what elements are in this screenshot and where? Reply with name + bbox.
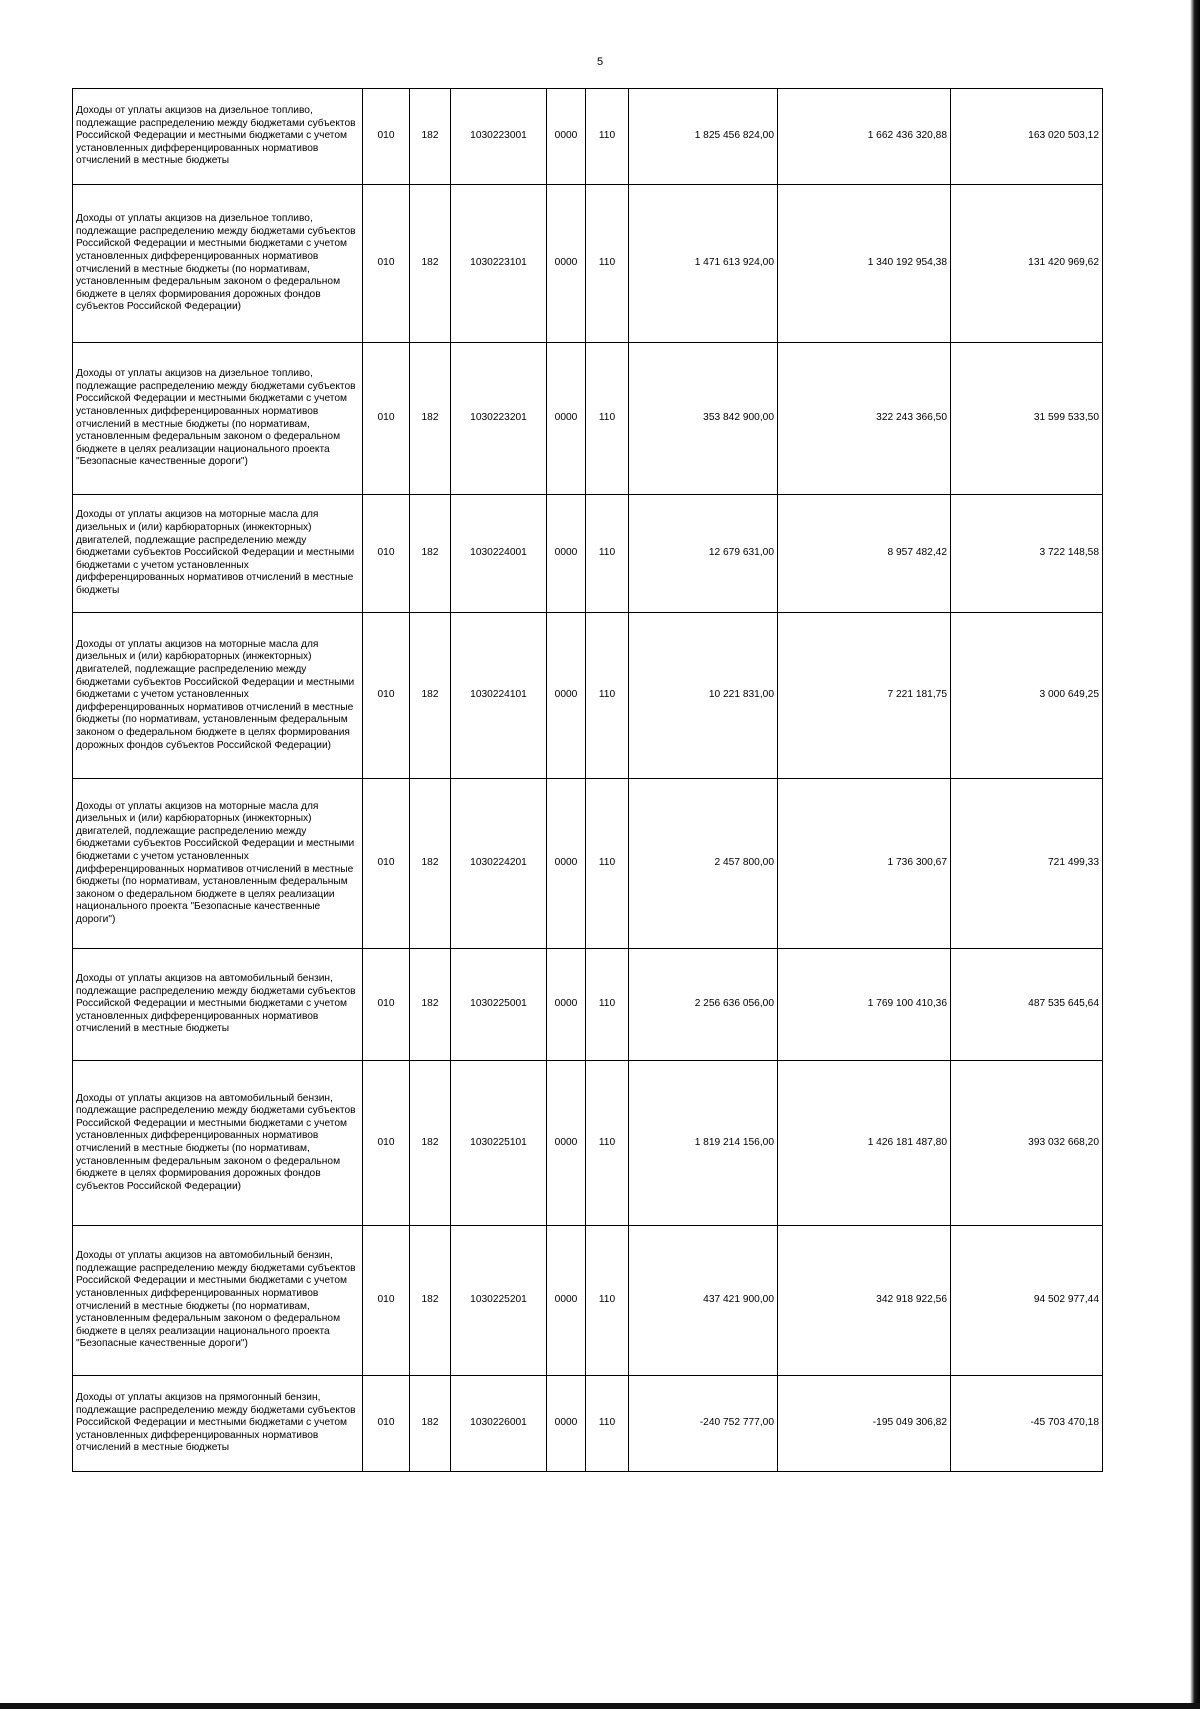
code-revenue: 1030226001	[451, 1376, 547, 1472]
code-chapter: 010	[363, 343, 410, 495]
amount-remainder: 721 499,33	[951, 779, 1103, 949]
amount-remainder: 163 020 503,12	[951, 89, 1103, 185]
code-program: 0000	[547, 779, 586, 949]
amount-planned: 10 221 831,00	[629, 613, 778, 779]
code-revenue: 1030223101	[451, 185, 547, 343]
row-description: Доходы от уплаты акцизов на моторные масла для дизельных и (или) карбюраторных (инжекторных) двигателей, подлежащие распределению между бюджетами субъектов Российской Федерации и местными бюджетами с учетом установленных дифференцированных нормативов отчислений в местные бюджеты (по нормативам, установленным федеральным законом о федеральном бюджете в целях реализации национального проекта "Безопасные качественные дороги")	[73, 779, 363, 949]
amount-executed: 1 426 181 487,80	[778, 1061, 951, 1226]
amount-executed: 1 340 192 954,38	[778, 185, 951, 343]
amount-planned: 1 471 613 924,00	[629, 185, 778, 343]
code-economic: 110	[586, 613, 629, 779]
row-description: Доходы от уплаты акцизов на автомобильный бензин, подлежащие распределению между бюджетами субъектов Российской Федерации и местными бюджетами с учетом установленных дифференцированных нормативов отчислений в местные бюджеты	[73, 949, 363, 1061]
row-description: Доходы от уплаты акцизов на дизельное топливо, подлежащие распределению между бюджетами субъектов Российской Федерации и местными бюджетами с учетом установленных дифференцированных нормативов отчислений в местные бюджеты (по нормативам, установленным федеральным законом о федеральном бюджете в целях формирования дорожных фондов субъектов Российской Федерации)	[73, 185, 363, 343]
revenue-table	[72, 88, 1103, 1472]
row-description: Доходы от уплаты акцизов на моторные масла для дизельных и (или) карбюраторных (инжекторных) двигателей, подлежащие распределению между бюджетами субъектов Российской Федерации и местными бюджетами с учетом установленных дифференцированных нормативов отчислений в местные бюджеты (по нормативам, установленным федеральным законом о федеральном бюджете в целях формирования дорожных фондов субъектов Российской Федерации)	[73, 613, 363, 779]
code-program: 0000	[547, 613, 586, 779]
code-administrator: 182	[410, 495, 451, 613]
code-administrator: 182	[410, 1226, 451, 1376]
amount-remainder: 3 722 148,58	[951, 495, 1103, 613]
code-chapter: 010	[363, 89, 410, 185]
row-description: Доходы от уплаты акцизов на моторные масла для дизельных и (или) карбюраторных (инжекторных) двигателей, подлежащие распределению между бюджетами субъектов Российской Федерации и местными бюджетами с учетом установленных дифференцированных нормативов отчислений в местные бюджеты	[73, 495, 363, 613]
row-description: Доходы от уплаты акцизов на дизельное топливо, подлежащие распределению между бюджетами субъектов Российской Федерации и местными бюджетами с учетом установленных дифференцированных нормативов отчислений в местные бюджеты	[73, 89, 363, 185]
code-program: 0000	[547, 1376, 586, 1472]
amount-remainder: 131 420 969,62	[951, 185, 1103, 343]
code-economic: 110	[586, 1061, 629, 1226]
code-chapter: 010	[363, 1226, 410, 1376]
code-administrator: 182	[410, 613, 451, 779]
code-program: 0000	[547, 185, 586, 343]
code-chapter: 010	[363, 495, 410, 613]
code-program: 0000	[547, 949, 586, 1061]
table-row	[73, 89, 1103, 185]
amount-executed: 322 243 366,50	[778, 343, 951, 495]
code-revenue: 1030225201	[451, 1226, 547, 1376]
scan-edge-bottom	[0, 1703, 1200, 1709]
amount-planned: 437 421 900,00	[629, 1226, 778, 1376]
code-revenue: 1030225001	[451, 949, 547, 1061]
amount-executed: 1 662 436 320,88	[778, 89, 951, 185]
amount-planned: 1 825 456 824,00	[629, 89, 778, 185]
code-administrator: 182	[410, 1376, 451, 1472]
code-program: 0000	[547, 495, 586, 613]
amount-planned: 12 679 631,00	[629, 495, 778, 613]
row-description: Доходы от уплаты акцизов на дизельное топливо, подлежащие распределению между бюджетами субъектов Российской Федерации и местными бюджетами с учетом установленных дифференцированных нормативов отчислений в местные бюджеты (по нормативам, установленным федеральным законом о федеральном бюджете в целях реализации национального проекта "Безопасные качественные дороги")	[73, 343, 363, 495]
scan-edge-right	[1190, 0, 1200, 1709]
code-program: 0000	[547, 343, 586, 495]
code-program: 0000	[547, 1061, 586, 1226]
amount-planned: -240 752 777,00	[629, 1376, 778, 1472]
table-row	[73, 1226, 1103, 1376]
code-administrator: 182	[410, 779, 451, 949]
code-administrator: 182	[410, 343, 451, 495]
code-economic: 110	[586, 89, 629, 185]
code-economic: 110	[586, 343, 629, 495]
code-revenue: 1030223201	[451, 343, 547, 495]
table-body	[73, 89, 1103, 1472]
code-economic: 110	[586, 185, 629, 343]
code-program: 0000	[547, 1226, 586, 1376]
code-economic: 110	[586, 495, 629, 613]
amount-remainder: 487 535 645,64	[951, 949, 1103, 1061]
code-administrator: 182	[410, 1061, 451, 1226]
amount-executed: 1 736 300,67	[778, 779, 951, 949]
amount-remainder: 94 502 977,44	[951, 1226, 1103, 1376]
code-chapter: 010	[363, 613, 410, 779]
code-chapter: 010	[363, 1061, 410, 1226]
row-description: Доходы от уплаты акцизов на автомобильный бензин, подлежащие распределению между бюджетами субъектов Российской Федерации и местными бюджетами с учетом установленных дифференцированных нормативов отчислений в местные бюджеты (по нормативам, установленным федеральным законом о федеральном бюджете в целях реализации национального проекта "Безопасные качественные дороги")	[73, 1226, 363, 1376]
code-economic: 110	[586, 1376, 629, 1472]
code-revenue: 1030224201	[451, 779, 547, 949]
code-administrator: 182	[410, 949, 451, 1061]
table-row	[73, 949, 1103, 1061]
table-row	[73, 185, 1103, 343]
code-revenue: 1030223001	[451, 89, 547, 185]
amount-executed: 7 221 181,75	[778, 613, 951, 779]
amount-executed: 1 769 100 410,36	[778, 949, 951, 1061]
amount-executed: 8 957 482,42	[778, 495, 951, 613]
code-economic: 110	[586, 1226, 629, 1376]
page-number: 5	[596, 56, 604, 68]
amount-planned: 1 819 214 156,00	[629, 1061, 778, 1226]
amount-remainder: 31 599 533,50	[951, 343, 1103, 495]
code-economic: 110	[586, 949, 629, 1061]
amount-planned: 2 256 636 056,00	[629, 949, 778, 1061]
table-row	[73, 1061, 1103, 1226]
amount-executed: 342 918 922,56	[778, 1226, 951, 1376]
table-row	[73, 613, 1103, 779]
table-row	[73, 343, 1103, 495]
table-row	[73, 1376, 1103, 1472]
table-row	[73, 495, 1103, 613]
code-chapter: 010	[363, 1376, 410, 1472]
code-administrator: 182	[410, 185, 451, 343]
table-row	[73, 779, 1103, 949]
row-description: Доходы от уплаты акцизов на прямогонный бензин, подлежащие распределению между бюджетами субъектов Российской Федерации и местными бюджетами с учетом установленных дифференцированных нормативов отчислений в местные бюджеты	[73, 1376, 363, 1472]
amount-executed: -195 049 306,82	[778, 1376, 951, 1472]
code-economic: 110	[586, 779, 629, 949]
code-chapter: 010	[363, 779, 410, 949]
code-administrator: 182	[410, 89, 451, 185]
code-chapter: 010	[363, 185, 410, 343]
code-program: 0000	[547, 89, 586, 185]
amount-remainder: 393 032 668,20	[951, 1061, 1103, 1226]
code-revenue: 1030224101	[451, 613, 547, 779]
amount-planned: 353 842 900,00	[629, 343, 778, 495]
amount-planned: 2 457 800,00	[629, 779, 778, 949]
code-revenue: 1030225101	[451, 1061, 547, 1226]
amount-remainder: 3 000 649,25	[951, 613, 1103, 779]
code-chapter: 010	[363, 949, 410, 1061]
code-revenue: 1030224001	[451, 495, 547, 613]
amount-remainder: -45 703 470,18	[951, 1376, 1103, 1472]
row-description: Доходы от уплаты акцизов на автомобильный бензин, подлежащие распределению между бюджетами субъектов Российской Федерации и местными бюджетами с учетом установленных дифференцированных нормативов отчислений в местные бюджеты (по нормативам, установленным федеральным законом о федеральном бюджете в целях формирования дорожных фондов субъектов Российской Федерации)	[73, 1061, 363, 1226]
